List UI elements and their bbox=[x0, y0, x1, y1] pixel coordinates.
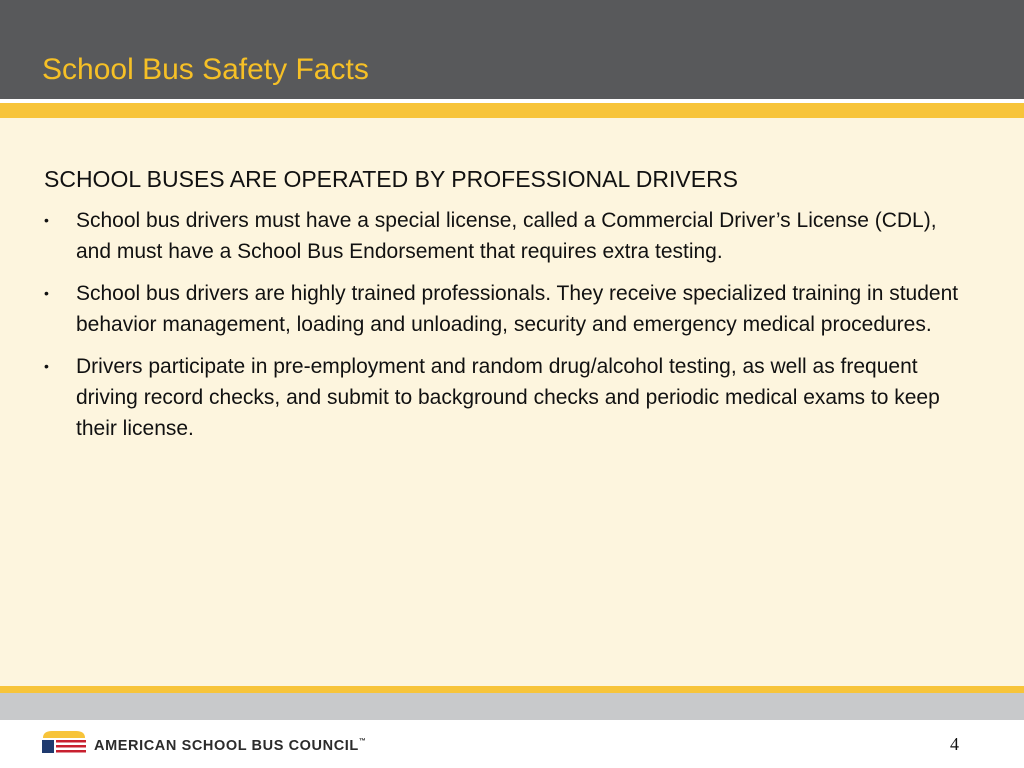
bullet-dot: • bbox=[44, 358, 49, 374]
bullet-list bbox=[44, 205, 964, 455]
logo-wordmark: AMERICAN SCHOOL BUS COUNCIL™ bbox=[94, 738, 367, 754]
bullet-dot: • bbox=[44, 285, 49, 301]
bullet-text: School bus drivers are highly trained professionals. They receive specialized training in student behavior management, loading and unloading, security and emergency medical procedures. bbox=[76, 282, 959, 336]
footer-accent-stripe bbox=[0, 686, 1024, 693]
section-heading: SCHOOL BUSES ARE OPERATED BY PROFESSIONAL DRIVERS bbox=[44, 166, 739, 192]
slide-title: School Bus Safety Facts bbox=[42, 53, 369, 86]
bullet-item bbox=[44, 205, 964, 267]
bullet-text: Drivers participate in pre-employment and random drug/alcohol testing, as well as frequent driving record checks, and submit to background checks and periodic medical exams to keep their license. bbox=[76, 355, 940, 440]
school-bus-flag-icon bbox=[40, 729, 88, 759]
american-school-bus-council-logo bbox=[40, 729, 370, 759]
bullet-item bbox=[44, 278, 964, 340]
header-accent-stripe bbox=[0, 103, 1024, 118]
bullet-item bbox=[44, 351, 964, 444]
header-bar bbox=[0, 0, 1024, 99]
footer-band bbox=[0, 693, 1024, 720]
bullet-dot: • bbox=[44, 212, 49, 228]
bullet-text: School bus drivers must have a special license, called a Commercial Driver’s License (CDL), and must have a School Bus Endorsement that requires extra testing. bbox=[76, 209, 937, 263]
page-number: 4 bbox=[950, 734, 959, 754]
